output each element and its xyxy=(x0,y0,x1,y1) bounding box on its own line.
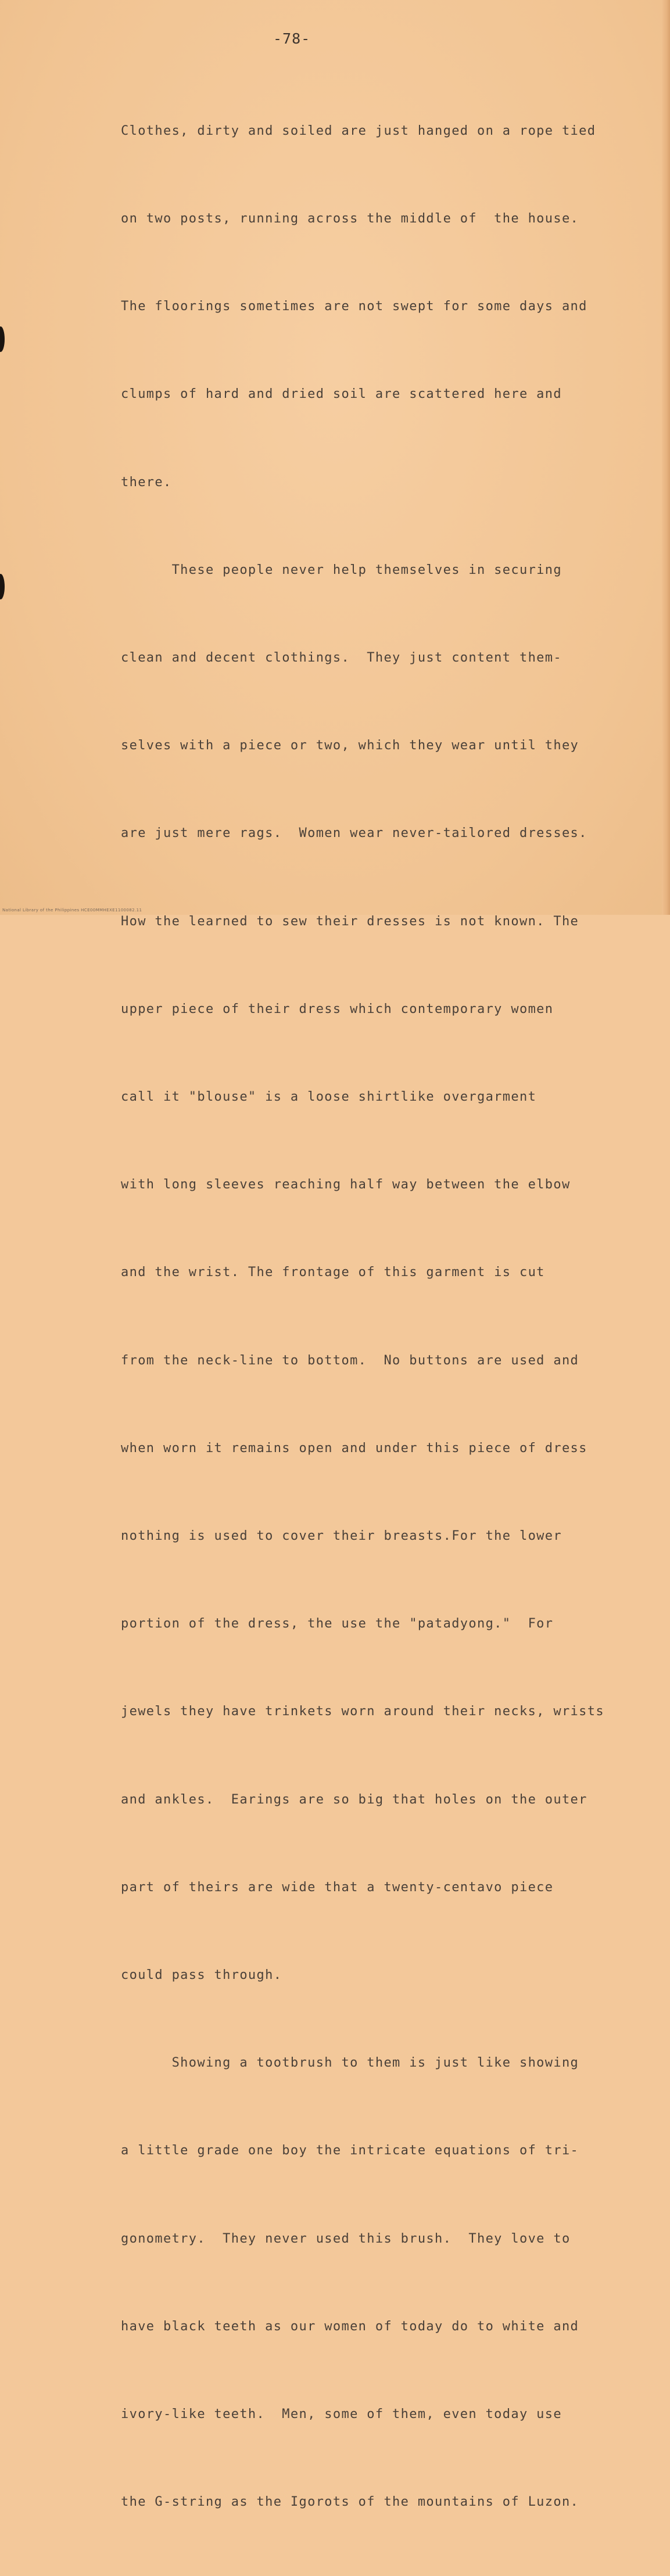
text-line: have black teeth as our women of today do to white and xyxy=(121,2319,579,2334)
text-line: How the learned to sew their dresses is not known. The xyxy=(121,914,579,929)
text-line: These people never help themselves in securing xyxy=(121,562,562,577)
text-line: and ankles. Earings are so big that holes on the outer xyxy=(121,1792,587,1807)
page-edge xyxy=(662,0,670,915)
text-line: nothing is used to cover their breasts.For the lower xyxy=(121,1529,562,1544)
text-line: portion of the dress, the use the "patadyong." For xyxy=(121,1616,554,1632)
text-line: Showing a tootbrush to them is just like showing xyxy=(121,2056,579,2071)
text-line: part of theirs are wide that a twenty-centavo piece xyxy=(121,1880,554,1895)
text-line: from the neck-line to bottom. No buttons are used and xyxy=(121,1353,579,1368)
binding-hole xyxy=(0,574,5,599)
text-line: the G-string as the Igorots of the mountains of Luzon. xyxy=(121,2495,579,2510)
text-line: clumps of hard and dried soil are scattered here and xyxy=(121,387,562,402)
text-line: when worn it remains open and under this piece of dress xyxy=(121,1440,587,1456)
text-line: could pass through. xyxy=(121,1968,282,1983)
text-line: a little grade one boy the intricate equations of tri- xyxy=(121,2143,579,2158)
body-text xyxy=(121,58,632,2576)
text-line: clean and decent clothings. They just content them- xyxy=(121,651,562,666)
text-line: Clothes, dirty and soiled are just hanged on a rope tied xyxy=(121,123,596,138)
page-number: -78- xyxy=(273,30,311,47)
text-line: are just mere rags. Women wear never-tailored dresses. xyxy=(121,826,587,841)
text-line: there. xyxy=(121,475,172,490)
text-line: with long sleeves reaching half way between the elbow xyxy=(121,1177,571,1192)
text-line: upper piece of their dress which contemporary women xyxy=(121,1001,554,1016)
text-line: selves with a piece or two, which they wear until they xyxy=(121,738,579,753)
text-line: and the wrist. The frontage of this garment is cut xyxy=(121,1265,545,1280)
text-line: The floorings sometimes are not swept for some days and xyxy=(121,299,587,314)
text-line: on two posts, running across the middle of the house. xyxy=(121,211,579,227)
text-line: gonometry. They never used this brush. They love to xyxy=(121,2231,571,2246)
text-line: call it "blouse" is a loose shirtlike overgarment xyxy=(121,1090,537,1105)
archive-footer: National Library of the Philippines HCE00MMHEXE1100082.11 xyxy=(2,908,142,912)
text-line: ivory-like teeth. Men, some of them, even today use xyxy=(121,2407,562,2422)
text-line: jewels they have trinkets worn around their necks, wrists xyxy=(121,1704,604,1719)
binding-hole xyxy=(0,326,5,352)
